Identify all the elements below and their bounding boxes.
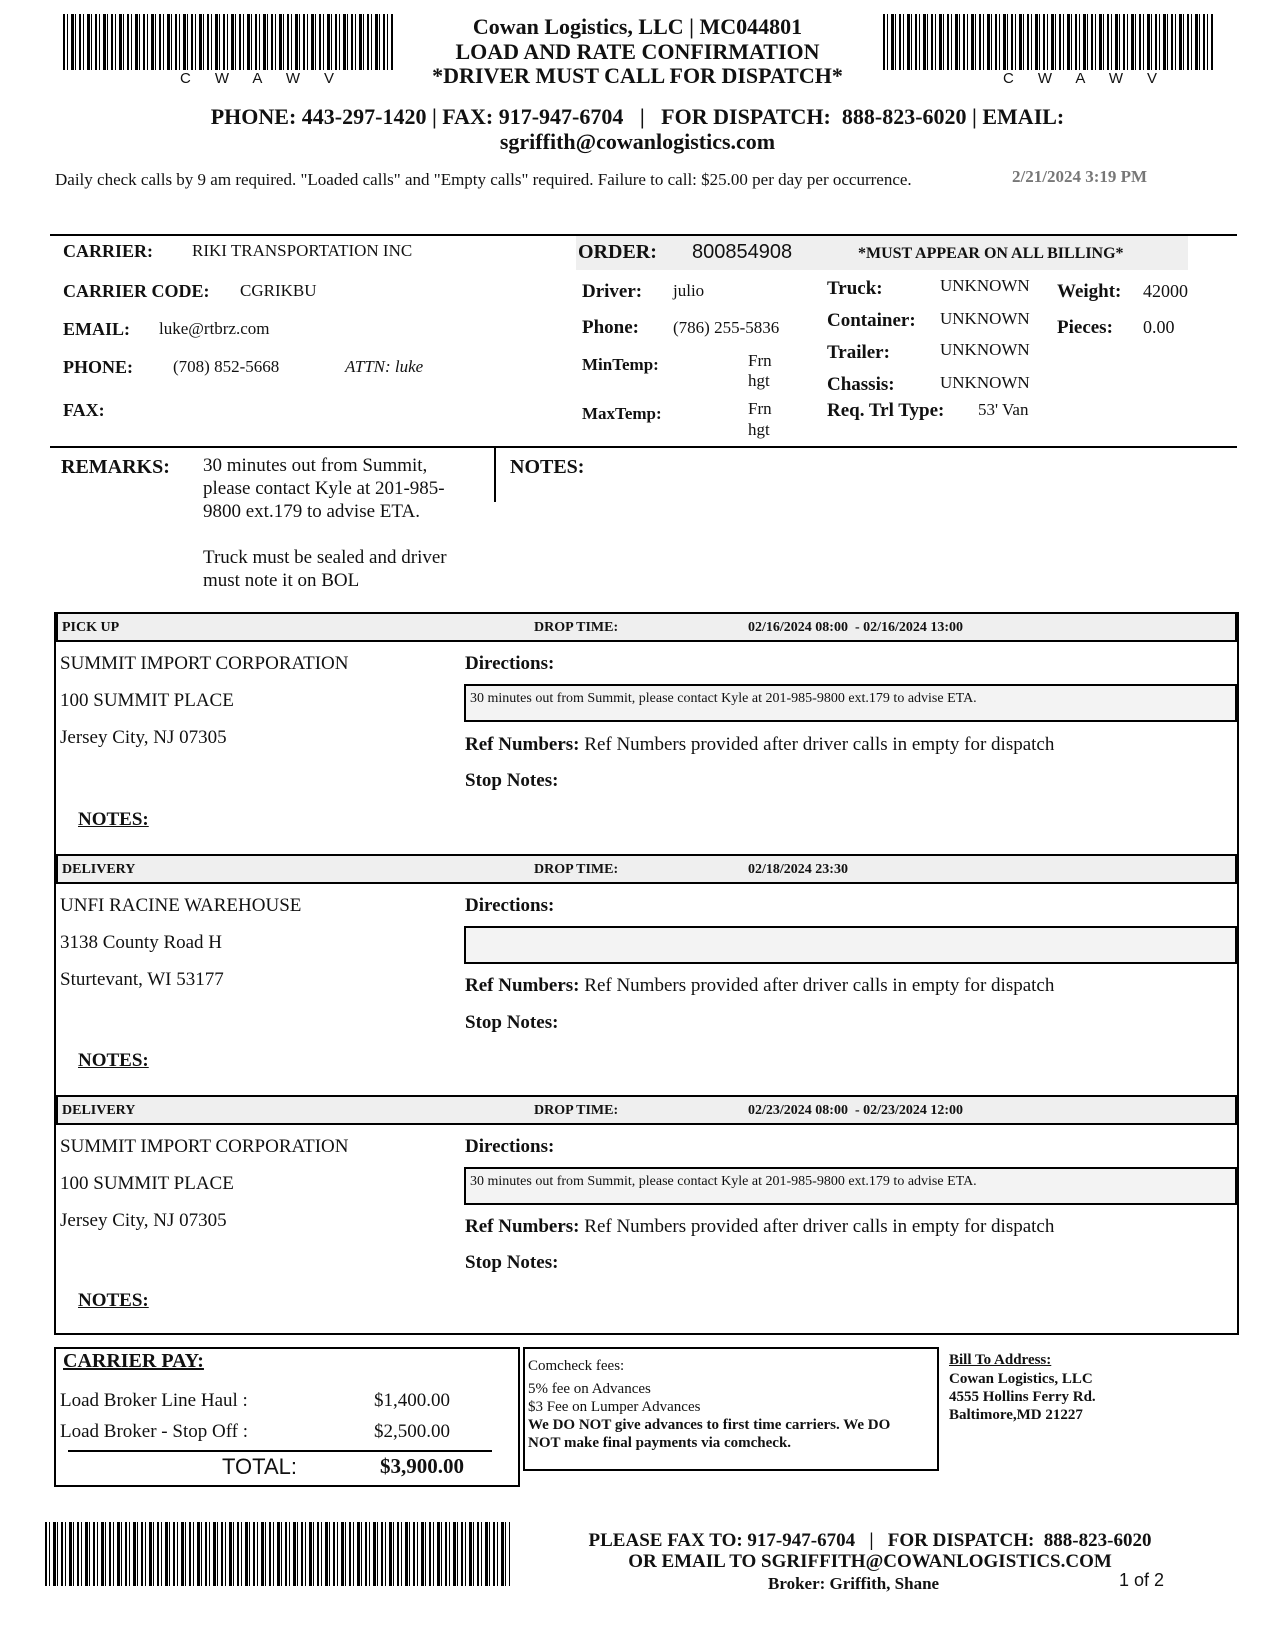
comcheck-line-5: NOT make final payments via comcheck. bbox=[528, 1435, 792, 1451]
stop-2-ref-label: Ref Numbers: bbox=[465, 975, 580, 996]
total-label: TOTAL: bbox=[222, 1454, 297, 1479]
stop-3-ref bbox=[465, 1216, 1054, 1238]
carrier-pay-label: CARRIER PAY: bbox=[63, 1350, 204, 1372]
remarks-notes-label: NOTES: bbox=[510, 456, 585, 478]
stop-2-drop-time: 02/18/2024 23:30 bbox=[748, 862, 848, 877]
truck-label: Truck: bbox=[827, 278, 883, 299]
stop-3-city: Jersey City, NJ 07305 bbox=[60, 1210, 227, 1231]
driver-phone-label: Phone: bbox=[582, 317, 639, 338]
stop-1-name: SUMMIT IMPORT CORPORATION bbox=[60, 653, 349, 674]
timestamp: 2/21/2024 3:19 PM bbox=[1012, 167, 1148, 186]
stop-1-drop-label: DROP TIME: bbox=[534, 620, 619, 635]
divider-remarks bbox=[50, 446, 1237, 448]
comcheck-line-1: Comcheck fees: bbox=[528, 1358, 625, 1374]
stop-2-drop-label: DROP TIME: bbox=[534, 862, 619, 877]
dispatch-line: *DRIVER MUST CALL FOR DISPATCH* bbox=[432, 63, 843, 88]
broker-name: Broker: Griffith, Shane bbox=[768, 1574, 940, 1593]
stop-3-ref-label: Ref Numbers: bbox=[465, 1216, 580, 1237]
stop-3-ref-value: Ref Numbers provided after driver calls in empty for dispatch bbox=[584, 1216, 1055, 1237]
stop-2-directions-label: Directions: bbox=[465, 895, 555, 916]
stop-1-address: 100 SUMMIT PLACE bbox=[60, 690, 234, 711]
barcode-footer bbox=[45, 1522, 510, 1586]
mintemp-value-2: hgt bbox=[748, 371, 770, 390]
stop-2-header bbox=[56, 854, 1237, 884]
notice-text: Daily check calls by 9 am required. "Loaded calls" and "Empty calls" required. Failure to call: $25.00 per day per occurrence. bbox=[55, 170, 912, 189]
title-line: LOAD AND RATE CONFIRMATION bbox=[455, 39, 820, 64]
phone-label: PHONE: bbox=[63, 357, 133, 377]
email-label: EMAIL: bbox=[63, 319, 130, 339]
email-value: luke@rtbrz.com bbox=[159, 319, 270, 338]
stop-3-header bbox=[56, 1095, 1237, 1125]
trailer-value: UNKNOWN bbox=[940, 340, 1030, 359]
maxtemp-value-1: Frn bbox=[748, 399, 772, 418]
remarks-label: REMARKS: bbox=[61, 456, 170, 478]
fax-label: FAX: bbox=[63, 400, 105, 420]
stop-3-drop-time: 02/23/2024 08:00 - 02/23/2024 12:00 bbox=[748, 1103, 964, 1118]
total-value: $3,900.00 bbox=[380, 1454, 464, 1478]
stop-3-notes-label: NOTES: bbox=[78, 1290, 149, 1311]
line-haul-label: Load Broker Line Haul : bbox=[60, 1390, 248, 1411]
container-value: UNKNOWN bbox=[940, 309, 1030, 328]
stop-1-type: PICK UP bbox=[62, 620, 120, 635]
remarks-line-2: please contact Kyle at 201-985- bbox=[203, 478, 445, 499]
chassis-value: UNKNOWN bbox=[940, 373, 1030, 392]
stop-off-value: $2,500.00 bbox=[374, 1421, 450, 1442]
remarks-line-3: 9800 ext.179 to advise ETA. bbox=[203, 501, 420, 522]
comcheck-line-3: $3 Fee on Lumper Advances bbox=[528, 1399, 701, 1415]
barcode-left-text: CWAWV bbox=[180, 70, 359, 87]
order-value: 800854908 bbox=[692, 241, 793, 263]
driver-value: julio bbox=[673, 281, 705, 300]
stop-2-directions bbox=[464, 926, 1237, 964]
phone-value: (708) 852-5668 bbox=[173, 357, 280, 376]
driver-label: Driver: bbox=[582, 281, 643, 302]
stop-3-directions-label: Directions: bbox=[465, 1136, 555, 1157]
barcode-right bbox=[883, 14, 1213, 70]
stop-1-header bbox=[56, 612, 1237, 642]
carrier-code-value: CGRIKBU bbox=[240, 281, 317, 300]
bill-to-line-3: Baltimore,MD 21227 bbox=[949, 1407, 1083, 1423]
maxtemp-label: MaxTemp: bbox=[582, 404, 662, 423]
stop-3-type: DELIVERY bbox=[62, 1103, 136, 1118]
stop-3-drop-label: DROP TIME: bbox=[534, 1103, 619, 1118]
billing-note: *MUST APPEAR ON ALL BILLING* bbox=[858, 245, 1124, 262]
attn-value: ATTN: luke bbox=[345, 357, 424, 376]
footer-line-2: OR EMAIL TO SGRIFFITH@COWANLOGISTICS.COM bbox=[628, 1551, 1112, 1572]
stop-1-ref-value: Ref Numbers provided after driver calls in empty for dispatch bbox=[584, 734, 1055, 755]
bill-to-line-1: Cowan Logistics, LLC bbox=[949, 1371, 1093, 1387]
carrier-code-label: CARRIER CODE: bbox=[63, 281, 210, 301]
pieces-value: 0.00 bbox=[1143, 317, 1175, 337]
stop-1-drop-time: 02/16/2024 08:00 - 02/16/2024 13:00 bbox=[748, 620, 964, 635]
stop-2-type: DELIVERY bbox=[62, 862, 136, 877]
stop-1-city: Jersey City, NJ 07305 bbox=[60, 727, 227, 748]
remarks-line-4: Truck must be sealed and driver bbox=[203, 547, 447, 568]
footer-line-1: PLEASE FAX TO: 917-947-6704 | FOR DISPATCH: 888-823-6020 bbox=[588, 1530, 1152, 1551]
weight-value: 42000 bbox=[1143, 281, 1188, 301]
bill-to-label: Bill To Address: bbox=[949, 1352, 1052, 1368]
weight-label: Weight: bbox=[1057, 281, 1122, 302]
maxtemp-value-2: hgt bbox=[748, 420, 770, 439]
stop-2-stop-notes-label: Stop Notes: bbox=[465, 1012, 559, 1033]
stop-3-address: 100 SUMMIT PLACE bbox=[60, 1173, 234, 1194]
carrier-label: CARRIER: bbox=[63, 241, 153, 261]
stop-1-directions-label: Directions: bbox=[465, 653, 555, 674]
pay-total-rule bbox=[68, 1450, 492, 1452]
page-number: 1 of 2 bbox=[1119, 1570, 1165, 1590]
stop-1-directions: 30 minutes out from Summit, please contact Kyle at 201-985-9800 ext.179 to advise ETA. bbox=[464, 684, 1237, 722]
stop-1-stop-notes-label: Stop Notes: bbox=[465, 770, 559, 791]
stop-2-notes-label: NOTES: bbox=[78, 1050, 149, 1071]
comcheck-line-4: We DO NOT give advances to first time carriers. We DO bbox=[528, 1417, 891, 1433]
company-line: Cowan Logistics, LLC | MC044801 bbox=[472, 14, 803, 39]
order-label: ORDER: bbox=[578, 241, 657, 263]
remarks-line-5: must note it on BOL bbox=[203, 570, 360, 591]
driver-phone-value: (786) 255-5836 bbox=[673, 318, 780, 337]
stop-1-ref bbox=[465, 734, 1054, 756]
mintemp-value-1: Frn bbox=[748, 351, 772, 370]
stop-off-label: Load Broker - Stop Off : bbox=[60, 1421, 249, 1442]
bill-to-line-2: 4555 Hollins Ferry Rd. bbox=[949, 1389, 1096, 1405]
remarks-divider bbox=[494, 448, 496, 502]
contact-line1: PHONE: 443-297-1420 | FAX: 917-947-6704 | FOR DISPATCH: 888-823-6020 | EMAIL: bbox=[210, 104, 1065, 129]
stop-1-ref-label: Ref Numbers: bbox=[465, 734, 580, 755]
mintemp-label: MinTemp: bbox=[582, 355, 659, 374]
trl-type-value: 53' Van bbox=[978, 400, 1029, 419]
stop-3-name: SUMMIT IMPORT CORPORATION bbox=[60, 1136, 349, 1157]
pieces-label: Pieces: bbox=[1057, 317, 1113, 338]
stop-1-notes-label: NOTES: bbox=[78, 809, 149, 830]
carrier-value: RIKI TRANSPORTATION INC bbox=[192, 241, 413, 260]
barcode-right-text: CWAWV bbox=[1003, 70, 1182, 87]
trailer-label: Trailer: bbox=[827, 342, 890, 363]
stop-2-address: 3138 County Road H bbox=[60, 932, 223, 953]
stop-3-stop-notes-label: Stop Notes: bbox=[465, 1252, 559, 1273]
comcheck-line-2: 5% fee on Advances bbox=[528, 1381, 651, 1397]
truck-value: UNKNOWN bbox=[940, 276, 1030, 295]
container-label: Container: bbox=[827, 310, 916, 331]
stop-2-ref bbox=[465, 975, 1054, 997]
line-haul-value: $1,400.00 bbox=[374, 1390, 450, 1411]
contact-line2: sgriffith@cowanlogistics.com bbox=[499, 129, 776, 154]
chassis-label: Chassis: bbox=[827, 374, 895, 395]
remarks-line-1: 30 minutes out from Summit, bbox=[203, 455, 428, 476]
stop-2-ref-value: Ref Numbers provided after driver calls in empty for dispatch bbox=[584, 975, 1055, 996]
barcode-left bbox=[63, 14, 393, 70]
trl-type-label: Req. Trl Type: bbox=[827, 400, 945, 421]
stop-2-city: Sturtevant, WI 53177 bbox=[60, 969, 224, 990]
stop-3-directions: 30 minutes out from Summit, please contact Kyle at 201-985-9800 ext.179 to advise ETA. bbox=[464, 1167, 1237, 1205]
stop-2-name: UNFI RACINE WAREHOUSE bbox=[60, 895, 302, 916]
